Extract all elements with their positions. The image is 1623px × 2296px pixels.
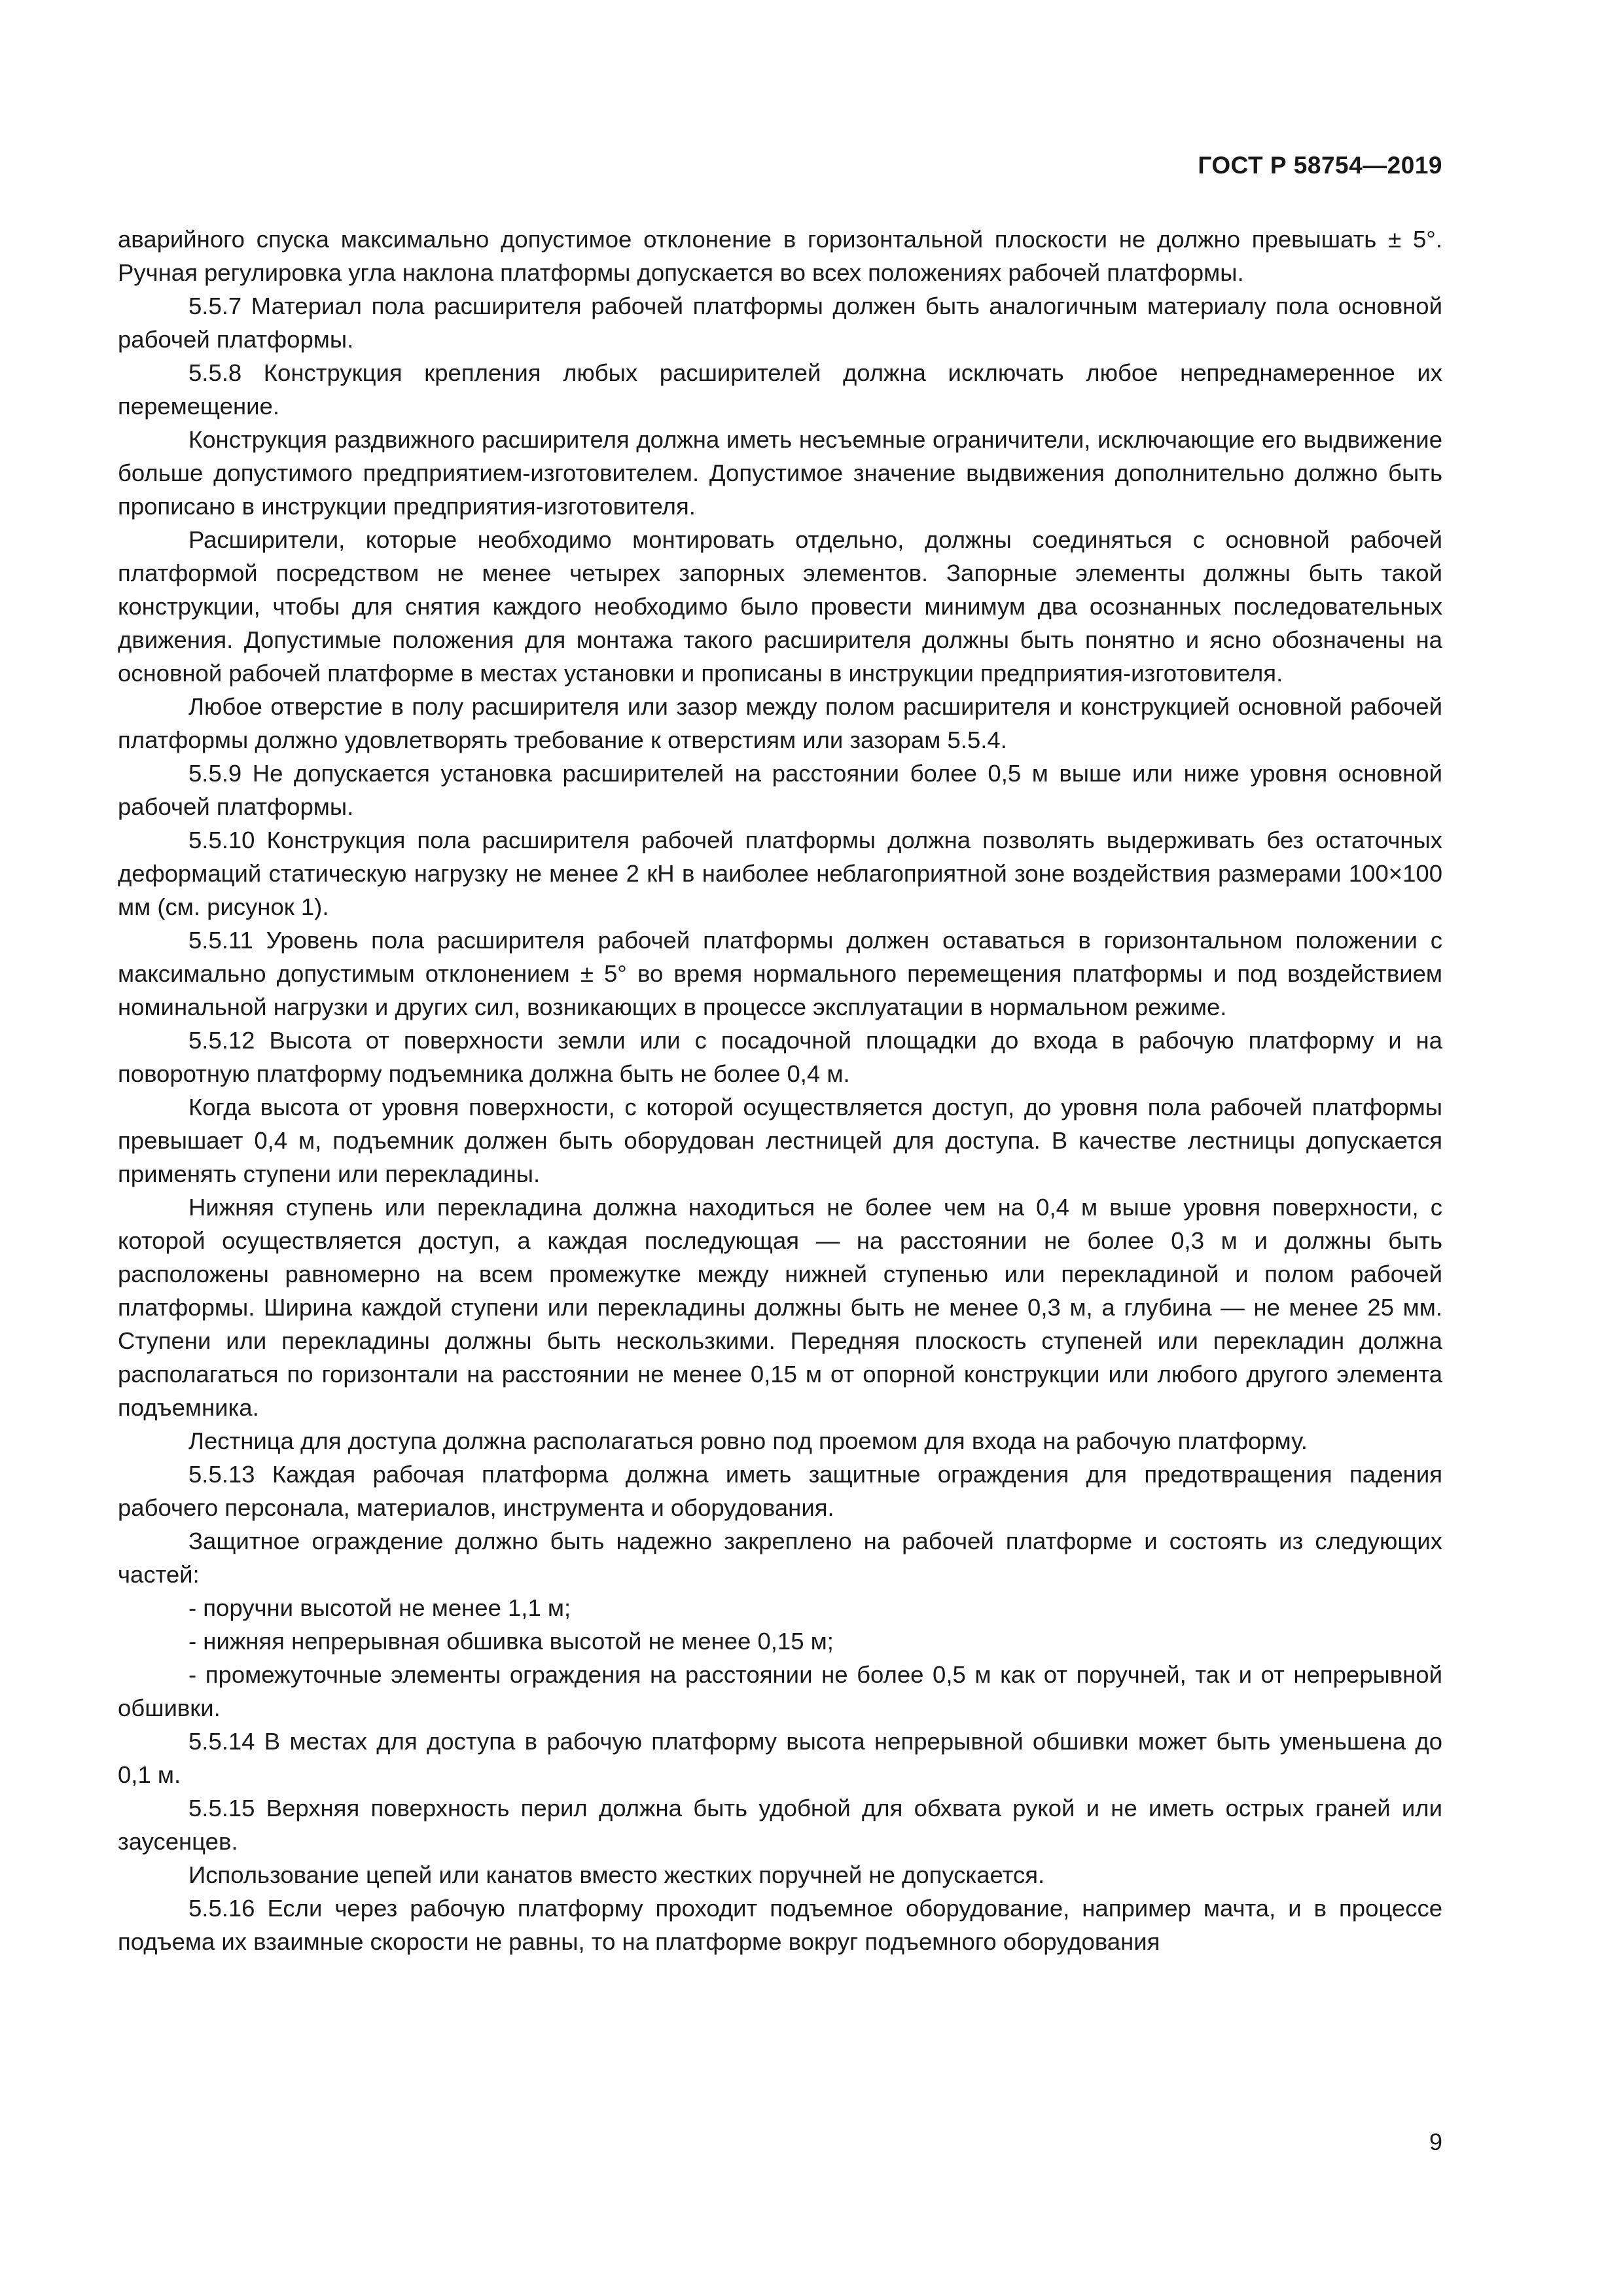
paragraph-5-5-16: 5.5.16 Если через рабочую платформу проходит подъемное оборудование, например мачта, и в процессе подъема их взаимные скорости не равны, то на платформе вокруг подъемного оборудования [118,1895,1442,1955]
document-code-header: ГОСТ Р 58754—2019 [1198,152,1442,179]
paragraph: Лестница для доступа должна располагаться ровно под проемом для входа на рабочую платформу. [188,1427,1308,1454]
page-number: 9 [1429,2128,1442,2155]
paragraph: Когда высота от уровня поверхности, с которой осуществляется доступ, до уровня пола рабочей платформы превышает 0,4 м, подъемник должен быть оборудован лестницей для доступа. В качестве лестницы допускается применять ступени или перекладины. [118,1094,1442,1187]
paragraph-5-5-9: 5.5.9 Не допускается установка расширителей на расстоянии более 0,5 м выше или ниже уровня основной рабочей платформы. [118,760,1442,820]
paragraph: Любое отверстие в полу расширителя или зазор между полом расширителя и конструкцией основной рабочей платформы должно удовлетворять требование к отверстиям или зазорам 5.5.4. [118,693,1442,753]
paragraph-5-5-15: 5.5.15 Верхняя поверхность перил должна быть удобной для обхвата рукой и не иметь острых граней или заусенцев. [118,1795,1442,1855]
body-text [118,223,1442,1958]
paragraph-5-5-13: 5.5.13 Каждая рабочая платформа должна иметь защитные ограждения для предотвращения падения рабочего персонала, материалов, инструмента и оборудования. [118,1461,1442,1521]
paragraph-5-5-10: 5.5.10 Конструкция пола расширителя рабочей платформы должна позволять выдерживать без остаточных деформаций статическую нагрузку не менее 2 кН в наиболее неблагоприятной зоне воздействия размерами 100×100 мм (см. рисунок 1). [118,827,1442,920]
list-item: - нижняя непрерывная обшивка высотой не менее 0,15 м; [188,1628,834,1655]
paragraph: Использование цепей или канатов вместо жестких поручней не допускается. [188,1861,1045,1888]
list-item: - поручни высотой не менее 1,1 м; [188,1594,571,1621]
paragraph-5-5-8: 5.5.8 Конструкция крепления любых расширителей должна исключать любое непреднамеренное их перемещение. [118,359,1442,420]
paragraph-5-5-14: 5.5.14 В местах для доступа в рабочую платформу высота непрерывной обшивки может быть уменьшена до 0,1 м. [118,1728,1442,1788]
list-item: - промежуточные элементы ограждения на расстоянии не более 0,5 м как от поручней, так и от непрерывной обшивки. [118,1661,1442,1721]
paragraph: Защитное ограждение должно быть надежно закреплено на рабочей платформе и состоять из следующих частей: [118,1528,1442,1588]
paragraph: Конструкция раздвижного расширителя должна иметь несъемные ограничители, исключающие его выдвижение больше допустимого предприятием-изготовителем. Допустимое значение выдвижения дополнительно должно быть прописано в инструкции предприятия-изготовителя. [118,426,1442,520]
paragraph: аварийного спуска максимально допустимое отклонение в горизонтальной плоскости не должно превышать ± 5°. Ручная регулировка угла наклона платформы допускается во всех положениях рабочей платформы. [118,226,1442,286]
paragraph: Расширители, которые необходимо монтировать отдельно, должны соединяться с основной рабочей платформой посредством не менее четырех запорных элементов. Запорные элементы должны быть такой конструкции, чтобы для снятия каждого необходимо было провести минимум два осознанных последовательных движения. Допустимые положения для монтажа такого расширителя должны быть понятно и ясно обозначены на основной рабочей платформе в местах установки и прописаны в инструкции предприятия-изготовителя. [118,526,1442,687]
paragraph-5-5-12: 5.5.12 Высота от поверхности земли или с посадочной площадки до входа в рабочую платформу и на поворотную платформу подъемника должна быть не более 0,4 м. [118,1027,1442,1087]
paragraph: Нижняя ступень или перекладина должна находиться не более чем на 0,4 м выше уровня поверхности, с которой осуществляется доступ, а каждая последующая — на расстоянии не более 0,3 м и должны быть расположены равномерно на всем промежутке между нижней ступенью или перекладиной и полом рабочей платформы. Ширина каждой ступени или перекладины должны быть не менее 0,3 м, а глубина — не менее 25 мм. Ступени или перекладины должны быть нескользкими. Передняя плоскость ступеней или перекладин должна располагаться по горизонтали на расстоянии не менее 0,15 м от опорной конструкции или любого другого элемента подъемника. [118,1194,1442,1421]
paragraph-5-5-7: 5.5.7 Материал пола расширителя рабочей платформы должен быть аналогичным материалу пола основной рабочей платформы. [118,293,1442,353]
paragraph-5-5-11: 5.5.11 Уровень пола расширителя рабочей платформы должен оставаться в горизонтальном положении с максимально допустимым отклонением ± 5° во время нормального перемещения платформы и под воздействием номинальной нагрузки и других сил, возникающих в процессе эксплуатации в нормальном режиме. [118,927,1442,1020]
